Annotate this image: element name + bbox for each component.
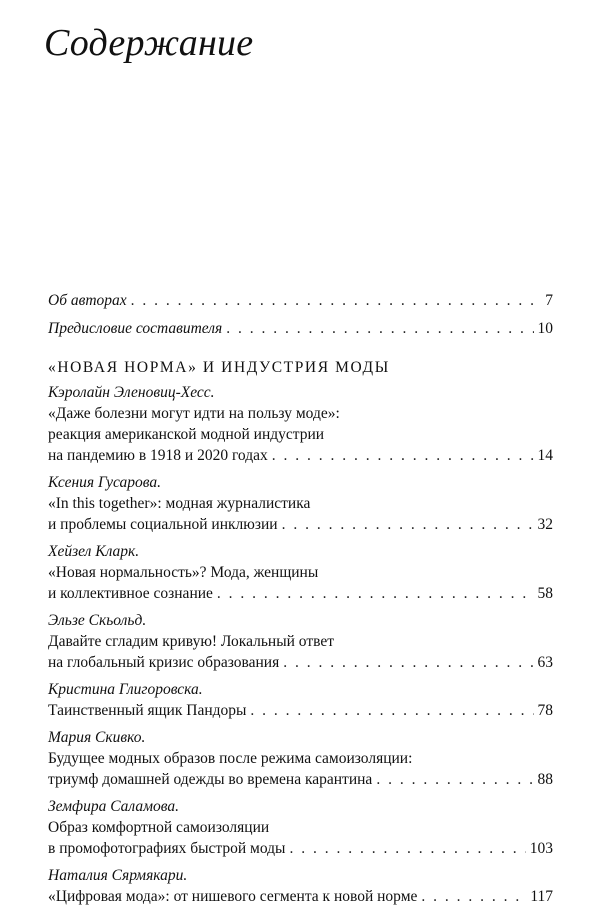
entry-last-line	[48, 514, 553, 535]
dot-leader	[272, 445, 534, 466]
dot-leader	[282, 514, 534, 535]
toc-entry-authors[interactable]	[48, 290, 553, 311]
page-number: 103	[529, 840, 553, 857]
toc-entry[interactable]	[48, 382, 553, 466]
entry-title-line: реакция американской модной индустрии	[48, 426, 325, 443]
toc-entry[interactable]	[48, 727, 553, 790]
page-number: 117	[530, 888, 553, 905]
page-number: 78	[537, 702, 553, 719]
entry-title-line: на пандемию в 1918 и 2020 годах	[48, 447, 268, 464]
toc-entry-label: Предисловие составителя	[48, 320, 223, 337]
dot-leader	[250, 700, 533, 721]
entry-title-line: Будущее модных образов после режима самоизоляции:	[48, 750, 413, 767]
table-of-contents	[48, 290, 553, 913]
entry-title-line: и проблемы социальной инклюзии	[48, 516, 278, 533]
dot-leader	[289, 838, 525, 859]
dot-leader	[217, 583, 534, 604]
page-number: 63	[537, 654, 553, 671]
entry-last-line	[48, 769, 553, 790]
toc-entry[interactable]	[48, 541, 553, 604]
page-number: 7	[545, 292, 553, 309]
section-heading: «НОВАЯ НОРМА» И ИНДУСТРИЯ МОДЫ	[48, 359, 390, 376]
entry-title-line: Таинственный ящик Пандоры	[48, 702, 247, 719]
dot-leader	[131, 290, 539, 311]
entry-last-line	[48, 652, 553, 673]
entry-last-line	[48, 700, 553, 721]
entry-author: Ксения Гусарова.	[48, 474, 161, 491]
entry-last-line	[48, 886, 553, 907]
toc-entry[interactable]	[48, 610, 553, 673]
entry-author: Земфира Саламова.	[48, 798, 179, 815]
dot-leader	[283, 652, 533, 673]
page-number: 14	[537, 447, 553, 464]
page-title: Содержание	[44, 22, 254, 64]
entry-last-line	[48, 583, 553, 604]
entry-title-line: в промофотографиях быстрой моды	[48, 840, 286, 857]
entry-title-line: Образ комфортной самоизоляции	[48, 819, 270, 836]
toc-entry[interactable]	[48, 865, 553, 907]
entry-author: Мария Скивко.	[48, 729, 146, 746]
entry-title-line: Давайте сгладим кривую! Локальный ответ	[48, 633, 335, 650]
entry-title-line: на глобальный кризис образования	[48, 654, 280, 671]
page-number: 32	[537, 516, 553, 533]
toc-entry[interactable]	[48, 796, 553, 859]
entry-title-line: «Даже болезни могут идти на пользу моде»:	[48, 405, 340, 422]
entry-last-line	[48, 445, 553, 466]
dot-leader	[226, 318, 533, 339]
entry-last-line	[48, 838, 553, 859]
dot-leader	[421, 886, 526, 907]
entry-author: Кэролайн Эленовиц-Хесс.	[48, 384, 215, 401]
entry-title-line: «Новая нормальность»? Мода, женщины	[48, 564, 319, 581]
page-number: 88	[537, 771, 553, 788]
dot-leader	[376, 769, 533, 790]
entry-title-line: «In this together»: модная журналистика	[48, 495, 311, 512]
page-number: 58	[537, 585, 553, 602]
toc-entry[interactable]	[48, 679, 553, 721]
entry-author: Наталия Сярмякари.	[48, 867, 188, 884]
page-number: 10	[537, 320, 553, 337]
entry-title-line: и коллективное сознание	[48, 585, 213, 602]
entry-title-line: триумф домашней одежды во времена карантина	[48, 771, 373, 788]
entry-author: Кристина Глигоровска.	[48, 681, 203, 698]
toc-entry-label: Об авторах	[48, 292, 127, 309]
entry-title-line: «Цифровая мода»: от нишевого сегмента к новой норме	[48, 888, 418, 905]
toc-entry-preface[interactable]	[48, 318, 553, 339]
toc-entry[interactable]	[48, 472, 553, 535]
entry-author: Эльзе Скьольд.	[48, 612, 147, 629]
entry-author: Хейзел Кларк.	[48, 543, 140, 560]
